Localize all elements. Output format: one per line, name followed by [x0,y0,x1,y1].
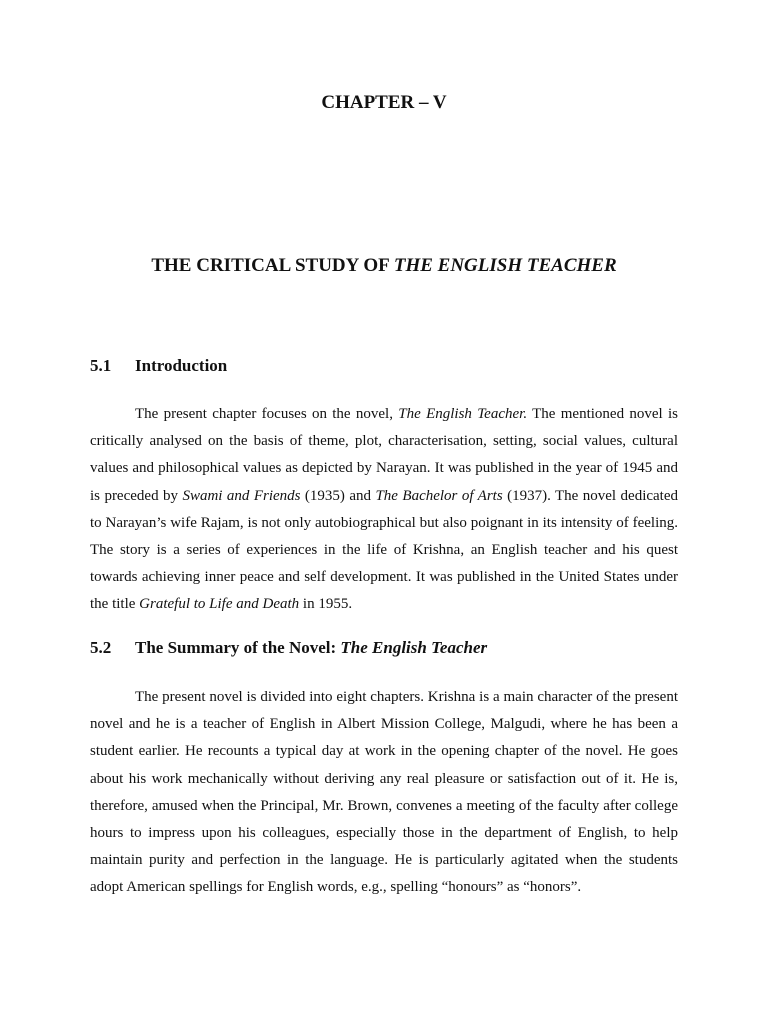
section-heading-introduction [90,356,227,376]
text-run: (1935) and [300,487,376,504]
text-run: (1937). The novel dedicated to Narayan’s wife Rajam, is not only autobiographical but also poignant in its intensity of feeling. The story is a series of experiences in the life of Krishna, an English teacher and his quest towards achieving inner peace and self development. It was published in the United States under the title [90,487,678,613]
italic-title: Grateful to Life and Death [139,596,300,613]
section-heading-summary [90,638,487,658]
section-number: 5.2 [90,638,112,657]
section-number: 5.1 [90,356,112,375]
text-run: in 1955. [299,596,353,613]
chapter-title-italic: THE ENGLISH TEACHER [393,255,617,276]
italic-title: Swami and Friends [182,487,301,504]
section-label: Introduction [135,356,228,375]
chapter-title-main: THE CRITICAL STUDY OF [151,255,394,276]
italic-title: The English Teacher. [398,406,528,422]
chapter-heading: CHAPTER – V [321,92,447,113]
chapter-title [0,255,768,277]
section-label-italic: The English Teacher [340,638,488,657]
section-label: The Summary of the Novel: [135,638,341,657]
paragraph-introduction [90,401,678,619]
paragraph-summary: The present novel is divided into eight chapters. Krishna is a main character of the present novel and he is a teacher of English in Albert Mission College, Malgudi, where he has been a student earlier. He recounts a typical day at work in the opening chapter of the novel. He goes about his work mechanically without deriving any real pleasure or satisfaction out of it. He is, therefore, amused when the Principal, Mr. Brown, convenes a meeting of the faculty after college hours to impress upon his colleagues, especially those in the department of English, to help maintain purity and perfection in the language. He is particularly agitated when the students adopt American spellings for English words, e.g., spelling “honours” as “honors”. [90,689,678,896]
text-run: The mentioned novel is critically analysed on the basis of theme, plot, characterisation, setting, social values, cultural values and philosophical values as depicted by Narayan. It was published in the year of 1945 and is preceded by [90,406,678,504]
text-run: The present chapter focuses on the novel, [135,406,399,422]
italic-title: The Bachelor of Arts [375,487,503,504]
